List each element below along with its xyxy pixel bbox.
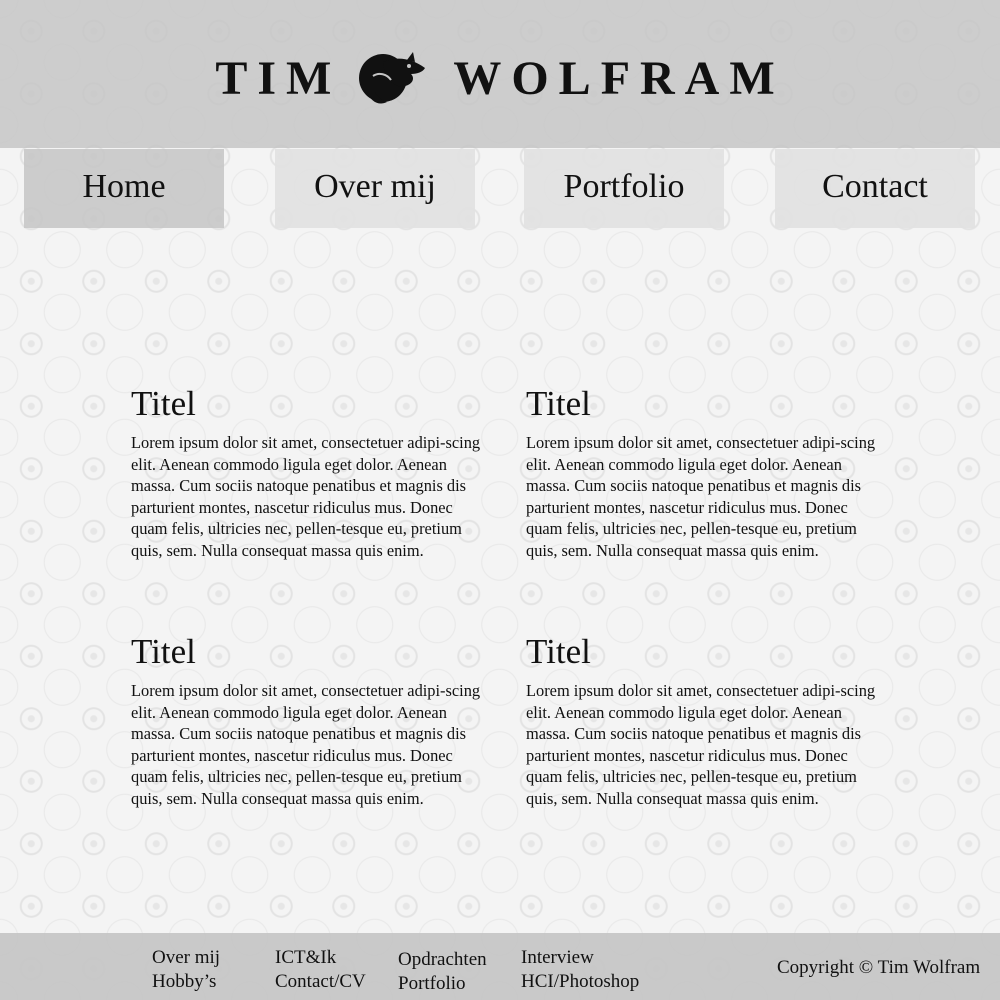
brand-logo[interactable] <box>0 48 1000 108</box>
article-body: Lorem ipsum dolor sit amet, consectetuer adipi-scing elit. Aenean commodo ligula eget dolor. Aenean massa. Cum sociis natoque penatibus et magnis dis parturient montes, nascetur ridiculus mus. Donec quam felis, ultricies nec, pellen-tesque eu, pretium quis, sem. Nulla consequat massa quis enim. <box>131 681 481 808</box>
footer-link-opdrachten[interactable]: Opdrachten <box>398 949 487 970</box>
article-title: Titel <box>526 384 591 423</box>
article-title: Titel <box>526 632 591 671</box>
footer-link-over-mij[interactable]: Over mij <box>152 947 221 968</box>
article-card <box>526 632 886 810</box>
article-body: Lorem ipsum dolor sit amet, consectetuer adipi-scing elit. Aenean commodo ligula eget dolor. Aenean massa. Cum sociis natoque penatibus et magnis dis parturient montes, nascetur ridiculus mus. Donec quam felis, ultricies nec, pellen-tesque eu, pretium quis, sem. Nulla consequat massa quis enim. <box>526 681 876 808</box>
wolf-head-icon <box>353 48 431 108</box>
footer-link-hci-photoshop[interactable]: HCI/Photoshop <box>521 971 640 992</box>
nav-tab-portfolio[interactable]: Portfolio <box>524 149 724 228</box>
footer-column <box>152 946 220 994</box>
footer-link-interview[interactable]: Interview <box>521 947 594 968</box>
article-title: Titel <box>131 384 196 423</box>
article-body: Lorem ipsum dolor sit amet, consectetuer adipi-scing elit. Aenean commodo ligula eget dolor. Aenean massa. Cum sociis natoque penatibus et magnis dis parturient montes, nascetur ridiculus mus. Donec quam felis, ultricies nec, pellen-tesque eu, pretium quis, sem. Nulla consequat massa quis enim. <box>131 433 481 560</box>
article-card <box>131 632 491 810</box>
article-title: Titel <box>131 632 196 671</box>
nav-tab-home[interactable]: Home <box>24 149 224 228</box>
brand-last-name: WOLFRAM <box>453 51 785 105</box>
site-header <box>0 0 1000 148</box>
footer-column <box>398 948 487 996</box>
nav-tab-contact[interactable]: Contact <box>775 149 975 228</box>
copyright-text: Copyright © Tim Wolfram <box>777 957 981 978</box>
footer-link-ict-ik[interactable]: ICT&Ik <box>275 947 337 968</box>
footer-link-contact-cv[interactable]: Contact/CV <box>275 971 366 992</box>
nav-tab-over-mij[interactable]: Over mij <box>275 149 475 228</box>
footer-column <box>521 946 639 994</box>
brand-first-name: TIM <box>215 51 342 105</box>
article-body: Lorem ipsum dolor sit amet, consectetuer adipi-scing elit. Aenean commodo ligula eget dolor. Aenean massa. Cum sociis natoque penatibus et magnis dis parturient montes, nascetur ridiculus mus. Donec quam felis, ultricies nec, pellen-tesque eu, pretium quis, sem. Nulla consequat massa quis enim. <box>526 433 876 560</box>
footer-column <box>275 946 366 994</box>
footer-link-portfolio[interactable]: Portfolio <box>398 973 466 994</box>
article-card <box>131 384 491 562</box>
footer-link-hobbys[interactable]: Hobby’s <box>152 971 217 992</box>
article-card <box>526 384 886 562</box>
